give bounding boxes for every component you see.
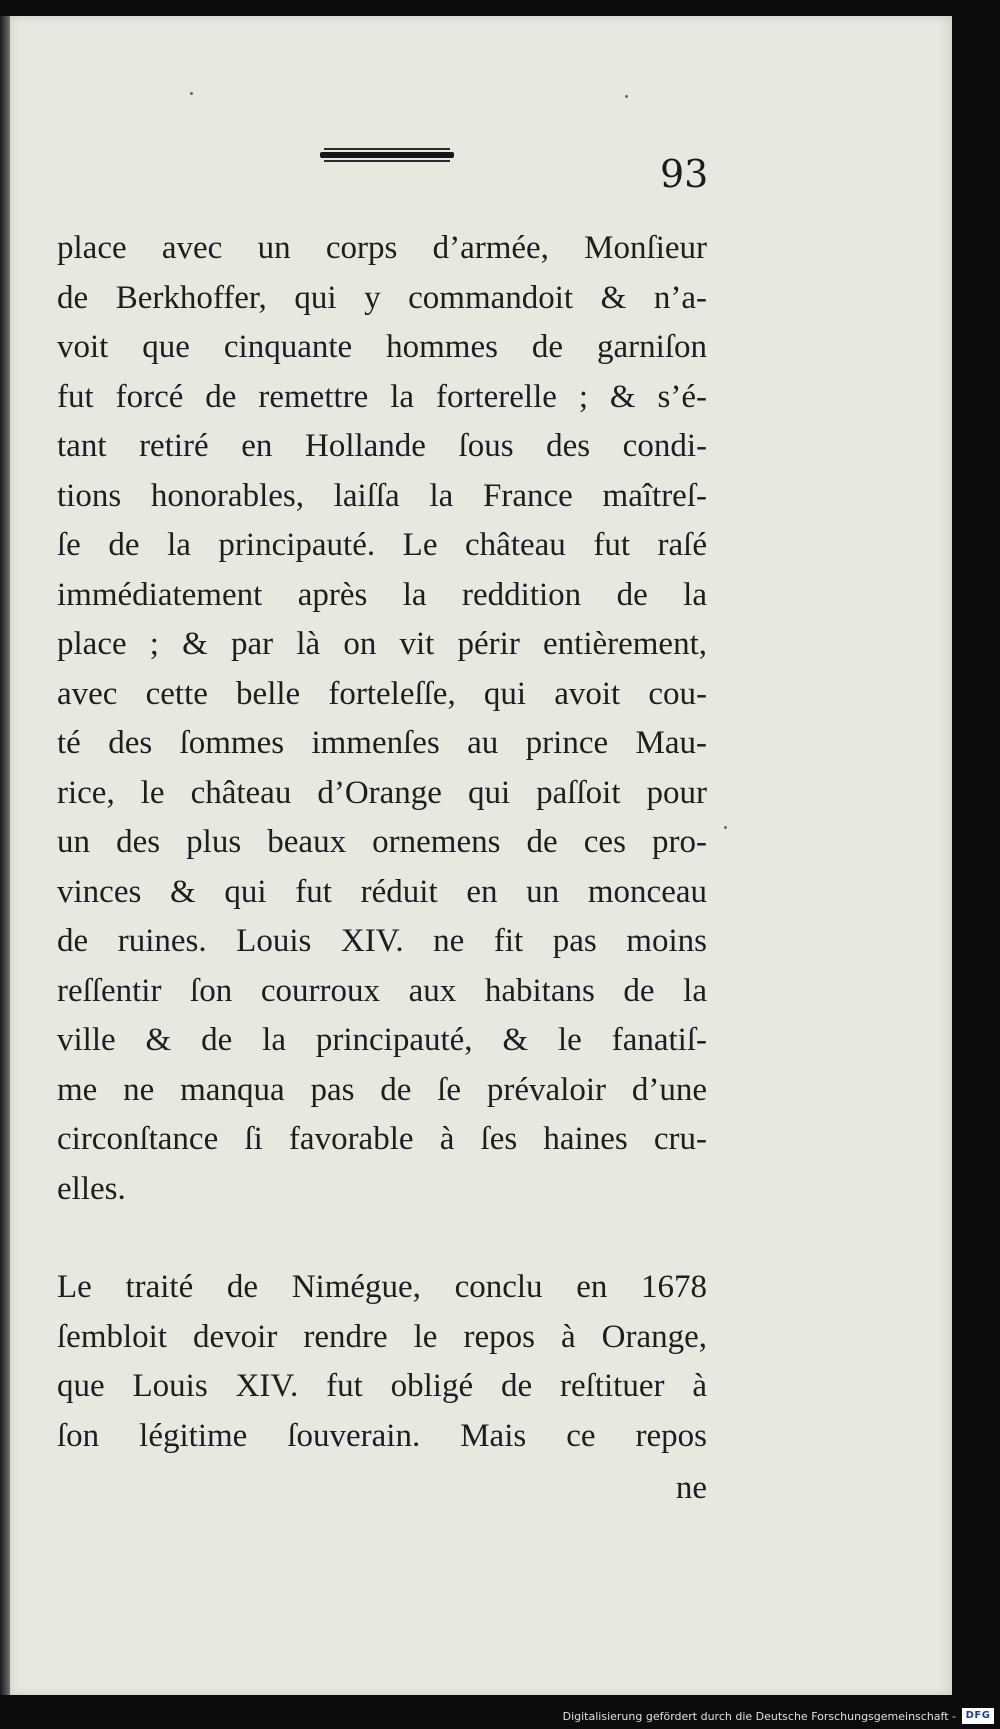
paragraph-2 — [57, 1263, 707, 1461]
text-line: me ne manqua pas de ſe prévaloir d’une — [57, 1071, 707, 1108]
text-line: tions honorables, laiſſa la France maîtreſ- — [57, 477, 707, 514]
catchword: ne — [675, 1470, 707, 1506]
text-line: ſembloit devoir rendre le repos à Orange, — [57, 1318, 707, 1355]
text-line: voit que cinquante hommes de garniſon — [57, 329, 707, 365]
text-line: circonſtance ſi favorable à ſes haines cru- — [57, 1121, 707, 1157]
text-line: reſſentir ſon courroux aux habitans de la — [57, 972, 707, 1009]
text-line: té des ſommes immenſes au prince Mau- — [57, 725, 707, 761]
paper-speck — [724, 826, 727, 829]
text-line: Le traité de Nimégue, conclu en 1678 — [57, 1269, 707, 1305]
text-line: de ruines. Louis XIV. ne fit pas moins — [57, 923, 707, 959]
text-line: ſon légitime ſouverain. Mais ce repos — [57, 1417, 707, 1454]
text-line: place ; & par là on vit périr entièrement, — [57, 626, 707, 662]
text-line: rice, le château d’Orange qui paſſoit pour — [57, 774, 707, 811]
text-line: de Berkhoffer, qui y commandoit & n’a- — [57, 279, 707, 316]
rule-line — [324, 160, 450, 162]
header-rule — [320, 148, 454, 162]
text-line: tant retiré en Hollande ſous des condi- — [57, 428, 707, 464]
text-line: place avec un corps d’armée, Monſieur — [57, 230, 707, 266]
text-line: ſe de la principauté. Le château fut raſé — [57, 527, 707, 563]
dfg-logo: DFG — [962, 1708, 994, 1724]
text-line: avec cette belle forteleſſe, qui avoit cou- — [57, 675, 707, 712]
text-line: immédiatement après la reddition de la — [57, 576, 707, 613]
text-line: fut forcé de remettre la forterelle ; & s’é- — [57, 378, 707, 415]
text-line: ville & de la principauté, & le fanatiſ- — [57, 1022, 707, 1058]
digitization-footer — [0, 1706, 1000, 1729]
paragraph-1 — [57, 224, 707, 1214]
rule-line — [324, 148, 450, 150]
text-line: un des plus beaux ornemens de ces pro- — [57, 824, 707, 860]
footer-credit: Digitalisierung gefördert durch die Deutsche Forschungsgemeinschaft - — [562, 1710, 956, 1723]
book-spine — [0, 16, 10, 1695]
rule-bar — [320, 152, 454, 158]
paper-speck — [625, 95, 628, 98]
text-line: que Louis XIV. fut obligé de reſtituer à — [57, 1368, 707, 1404]
text-line: vinces & qui fut réduit en un monceau — [57, 873, 707, 910]
text-line: elles. — [57, 1170, 126, 1207]
page-number: 93 — [660, 152, 709, 196]
paper-speck — [190, 92, 193, 95]
